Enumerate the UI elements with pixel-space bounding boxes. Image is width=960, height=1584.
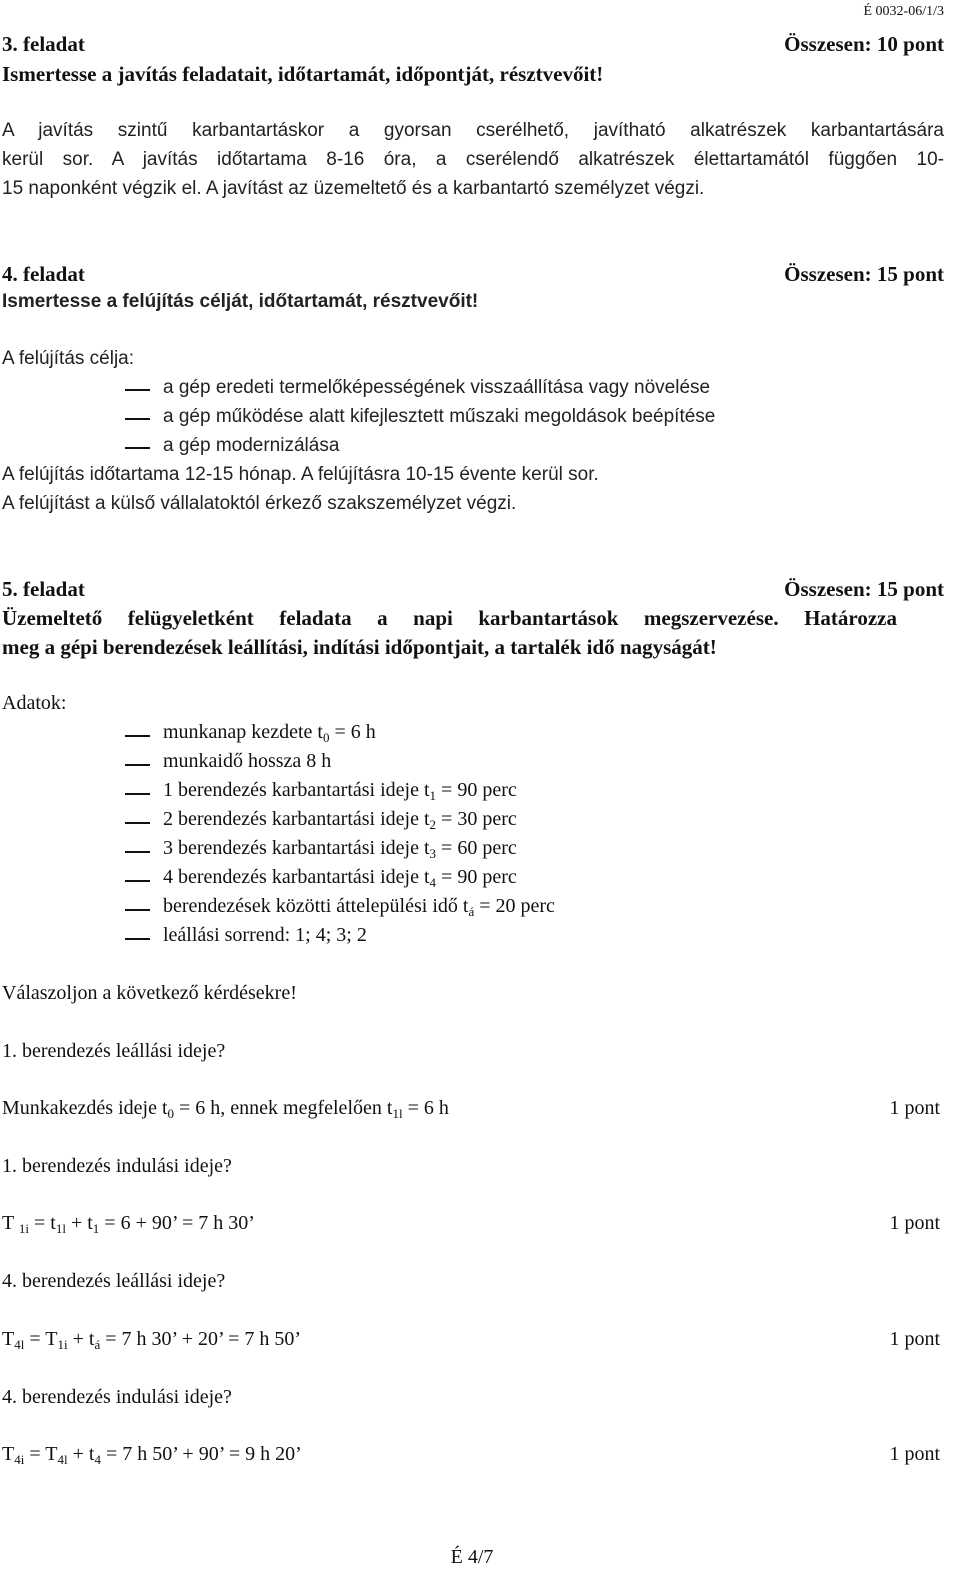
task4-line-1: A felújítás időtartama 12-15 hónap. A felújításra 10-15 évente kerül sor. <box>2 464 599 485</box>
bullet-dash <box>125 938 150 940</box>
data-item: 2 berendezés karbantartási ideje $t_2 = 30$ perc <box>163 808 517 832</box>
answer-3-points: 1 pont <box>889 1328 940 1350</box>
answer-1: Munkakezdés ideje $t_0 = 6$ h, ennek megfelelően $t_{1l} = 6$ h <box>2 1097 449 1121</box>
bullet-dash <box>125 851 150 853</box>
bullet-dash <box>125 764 150 766</box>
question-2: 1. berendezés indulási ideje? <box>2 1155 232 1177</box>
task4-bullet-3: a gép modernizálása <box>163 435 340 456</box>
answer-3: $T_{4l} = T_{1i} + t_á = 7$ h 30’ + 20’ = 7 h 50’ <box>2 1328 302 1352</box>
task5-title: 5. feladat <box>2 577 85 601</box>
task5-points: Összesen: 15 pont <box>784 577 944 601</box>
task3-line-1: A javítás szintű karbantartáskor a gyorsan cserélhető, javítható alkatrészek karbantartására <box>2 120 944 141</box>
data-item: 1 berendezés karbantartási ideje $t_1 = 90$ perc <box>163 779 517 803</box>
task3-question: Ismertesse a javítás feladatait, időtartamát, időpontját, résztvevőit! <box>2 62 604 86</box>
bullet-dash <box>125 418 150 420</box>
bullet-dash <box>125 793 150 795</box>
answer-2: T $_{1i} = t_{1l} + t_1 = 6 + 90$’ = 7 h 30’ <box>2 1212 255 1236</box>
answer-2-points: 1 pont <box>889 1212 940 1234</box>
task4-bullet-2: a gép működése alatt kifejlesztett műszaki megoldások beépítése <box>163 406 716 427</box>
task3-line-3: 15 naponként végzik el. A javítást az üzemeltető és a karbantartó személyzet végzi. <box>2 178 705 199</box>
bullet-dash <box>125 880 150 882</box>
task5-question-line-1: Üzemeltető felügyeletként feladata a napi karbantartások megszervezése. Határozza <box>2 606 897 630</box>
task4-line-2: A felújítást a külső vállalatoktól érkező szakszemélyzet végzi. <box>2 493 517 514</box>
data-item: berendezések közötti áttelepülési idő $t_á = 20$ perc <box>163 895 555 919</box>
data-item: munkanap kezdete $t_0 = 6$ h <box>163 721 376 745</box>
data-item: leállási sorrend: 1; 4; 3; 2 <box>163 924 367 946</box>
answer-prompt: Válaszoljon a következő kérdésekre! <box>2 982 297 1004</box>
question-3: 4. berendezés leállási ideje? <box>2 1270 226 1292</box>
task3-points: Összesen: 10 pont <box>784 32 944 56</box>
bullet-dash <box>125 389 150 391</box>
task4-question: Ismertesse a felújítás célját, időtartamát, résztvevőit! <box>2 291 479 312</box>
bullet-dash <box>125 735 150 737</box>
task3-line-2: kerül sor. A javítás időtartama 8-16 óra, a cserélendő alkatrészek élettartamától függően 10- <box>2 149 944 170</box>
task4-title: 4. feladat <box>2 262 85 286</box>
answer-1-points: 1 pont <box>889 1097 940 1119</box>
answer-4: $T_{4i} = T_{4l} + t_4 = 7$ h 50’ + 90’ = 9 h 20’ <box>2 1443 302 1467</box>
data-label: Adatok: <box>2 692 67 714</box>
bullet-dash <box>125 822 150 824</box>
task4-intro: A felújítás célja: <box>2 348 135 369</box>
data-item: 4 berendezés karbantartási ideje $t_4 = 90$ perc <box>163 866 517 890</box>
task4-bullet-1: a gép eredeti termelőképességének visszaállítása vagy növelése <box>163 377 711 398</box>
task5-question-line-2: meg a gépi berendezések leállítási, indítási időpontjait, a tartalék idő nagyságát! <box>2 635 717 659</box>
document-code: É 0032-06/1/3 <box>863 4 944 19</box>
task3-title: 3. feladat <box>2 32 85 56</box>
bullet-dash <box>125 447 150 449</box>
question-4: 4. berendezés indulási ideje? <box>2 1386 232 1408</box>
question-1: 1. berendezés leállási ideje? <box>2 1040 226 1062</box>
answer-4-points: 1 pont <box>889 1443 940 1465</box>
data-item: munkaidő hossza 8 h <box>163 750 332 772</box>
task4-points: Összesen: 15 pont <box>784 262 944 286</box>
page-number: É 4/7 <box>450 1546 494 1568</box>
bullet-dash <box>125 909 150 911</box>
data-item: 3 berendezés karbantartási ideje $t_3 = 60$ perc <box>163 837 517 861</box>
